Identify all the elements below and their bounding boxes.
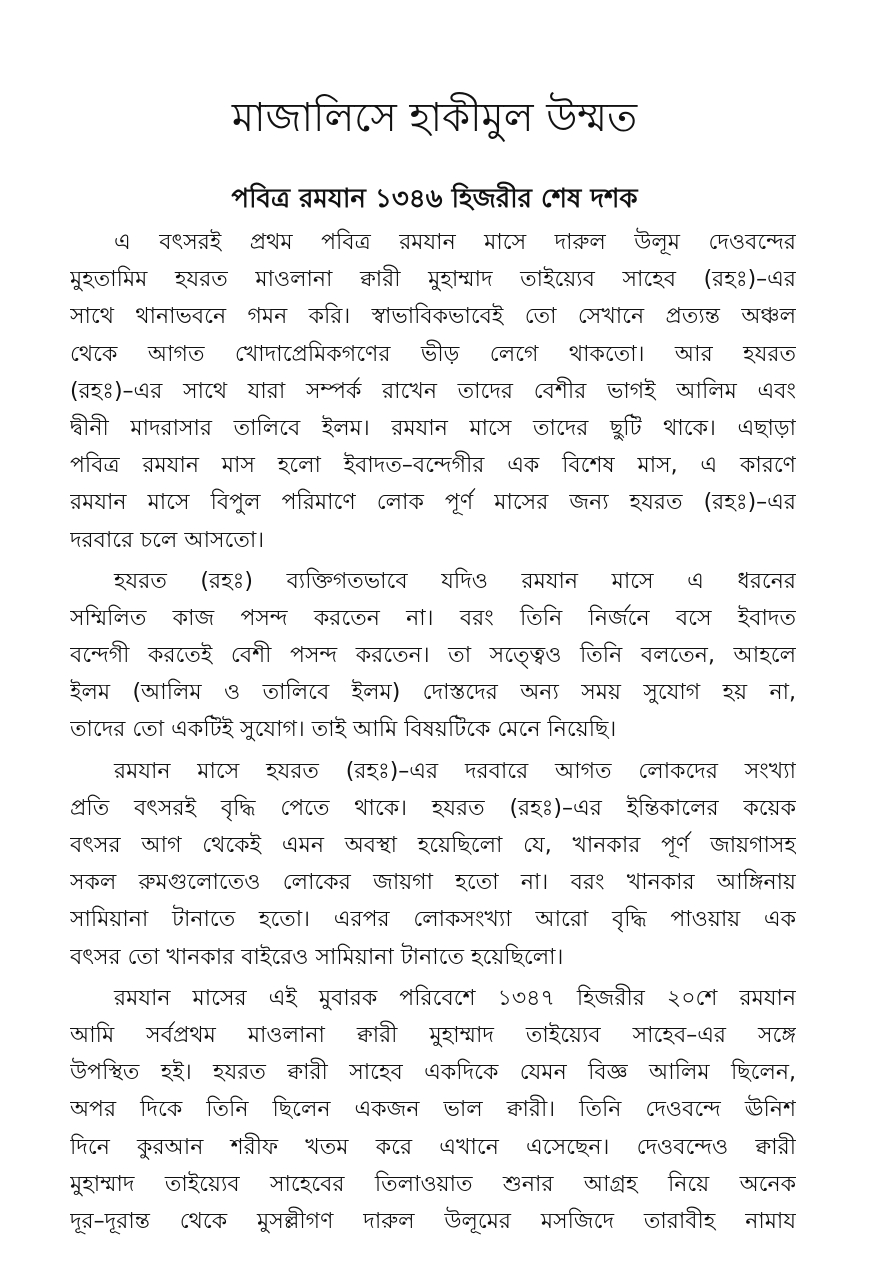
- text-line: ইলম (আলিম ও তালিবে ইলম) দোস্তদের অন্য সময় সুযোগ হয় না,: [70, 680, 796, 706]
- text-line: সম্মিলিত কাজ পসন্দ করতেন না। বরং তিনি নির্জনে বসে ইবাদত: [70, 605, 796, 631]
- text-line: দিনে কুরআন শরীফ খতম করে এখানে এসেছেন। দেওবন্দেও ক্বারী: [70, 1134, 796, 1160]
- text-line: রমযান মাসে হযরত (রহঃ)–এর দরবারে আগত লোকদের সংখ্যা: [114, 758, 796, 784]
- text-line: (রহঃ)–এর সাথে যারা সম্পর্ক রাখেন তাদের বেশীর ভাগই আলিম এবং: [70, 378, 796, 404]
- paragraph: [70, 753, 796, 976]
- body-text: [70, 224, 796, 1244]
- section-heading: পবিত্র রমযান ১৩৪৬ হিজরীর শেষ দশক: [231, 184, 638, 214]
- text-line: দ্বীনী মাদরাসার তালিবে ইলম। রমযান মাসে তাদের ছুটি থাকে। এছাড়া: [70, 415, 796, 441]
- text-line: সাথে থানাভবনে গমন করি। স্বাভাবিকভাবেই তো সেখানে প্রত্যন্ত অঞ্চল: [70, 304, 796, 330]
- text-line: বন্দেগী করতেই বেশী পসন্দ করতেন। তা সত্ত্বেও তিনি বলতেন, আহলে: [70, 643, 796, 669]
- paragraph: [70, 980, 796, 1240]
- text-line: অপর দিকে তিনি ছিলেন একজন ভাল ক্বারী। তিনি দেওবন্দে ঊনিশ: [70, 1097, 796, 1123]
- text-line: রমযান মাসে বিপুল পরিমাণে লোক পূর্ণ মাসের জন্য হযরত (রহঃ)–এর: [70, 490, 796, 516]
- text-line: হযরত (রহঃ) ব্যক্তিগতভাবে যদিও রমযান মাসে এ ধরনের: [114, 568, 796, 594]
- text-line: দরবারে চলে আসতো।: [70, 527, 265, 553]
- text-line: সকল রুমগুলোতেও লোকের জায়গা হতো না। বরং খানকার আঙ্গিনায়: [70, 870, 796, 896]
- text-line: বৎসর তো খানকার বাইরেও সামিয়ানা টানাতে হয়েছিলো।: [70, 944, 564, 970]
- text-line: এ বৎসরই প্রথম পবিত্র রমযান মাসে দারুল উলূম দেওবন্দের: [114, 230, 796, 255]
- text-line: সামিয়ানা টানাতে হতো। এরপর লোকসংখ্যা আরো বৃদ্ধি পাওয়ায় এক: [70, 907, 796, 933]
- text-line: থেকে আগত খোদাপ্রেমিকগণের ভীড় লেগে থাকতো। আর হযরত: [70, 341, 796, 367]
- text-line: মুহতামিম হযরত মাওলানা ক্বারী মুহাম্মাদ তাইয়্যেব সাহেব (রহঃ)–এর: [70, 267, 796, 293]
- text-line: তাদের তো একটিই সুযোগ। তাই আমি বিষয়টিকে মেনে নিয়েছি।: [70, 717, 617, 743]
- text-line: মুহাম্মাদ তাইয়্যেব সাহেবের তিলাওয়াত শুনার আগ্রহ নিয়ে অনেক: [70, 1171, 796, 1197]
- text-line: বৎসর আগ থেকেই এমন অবস্থা হয়েছিলো যে, খানকার পূর্ণ জায়গাসহ: [70, 833, 796, 858]
- text-line: দূর–দূরান্ত থেকে মুসল্লীগণ দারুল উলূমের মসজিদে তারাবীহ নামায: [70, 1208, 796, 1234]
- text-line: আমি সর্বপ্রথম মাওলানা ক্বারী মুহাম্মাদ তাইয়্যেব সাহেব–এর সঙ্গে: [70, 1022, 796, 1048]
- text-line: রমযান মাসের এই মুবারক পরিবেশে ১৩৪৭ হিজরীর ২০শে রমযান: [114, 985, 796, 1011]
- text-line: পবিত্র রমযান মাস হলো ইবাদত–বন্দেগীর এক বিশেষ মাস, এ কারণে: [70, 453, 796, 479]
- paragraph: [70, 563, 796, 749]
- page-title: মাজালিসে হাকীমুল উম্মত: [231, 95, 638, 141]
- text-line: প্রতি বৎসরই বৃদ্ধি পেতে থাকে। হযরত (রহঃ)–এর ইন্তিকালের কয়েক: [70, 795, 796, 821]
- paragraph: [70, 224, 796, 559]
- text-line: উপস্থিত হই। হযরত ক্বারী সাহেব একদিকে যেমন বিজ্ঞ আলিম ছিলেন,: [70, 1060, 796, 1086]
